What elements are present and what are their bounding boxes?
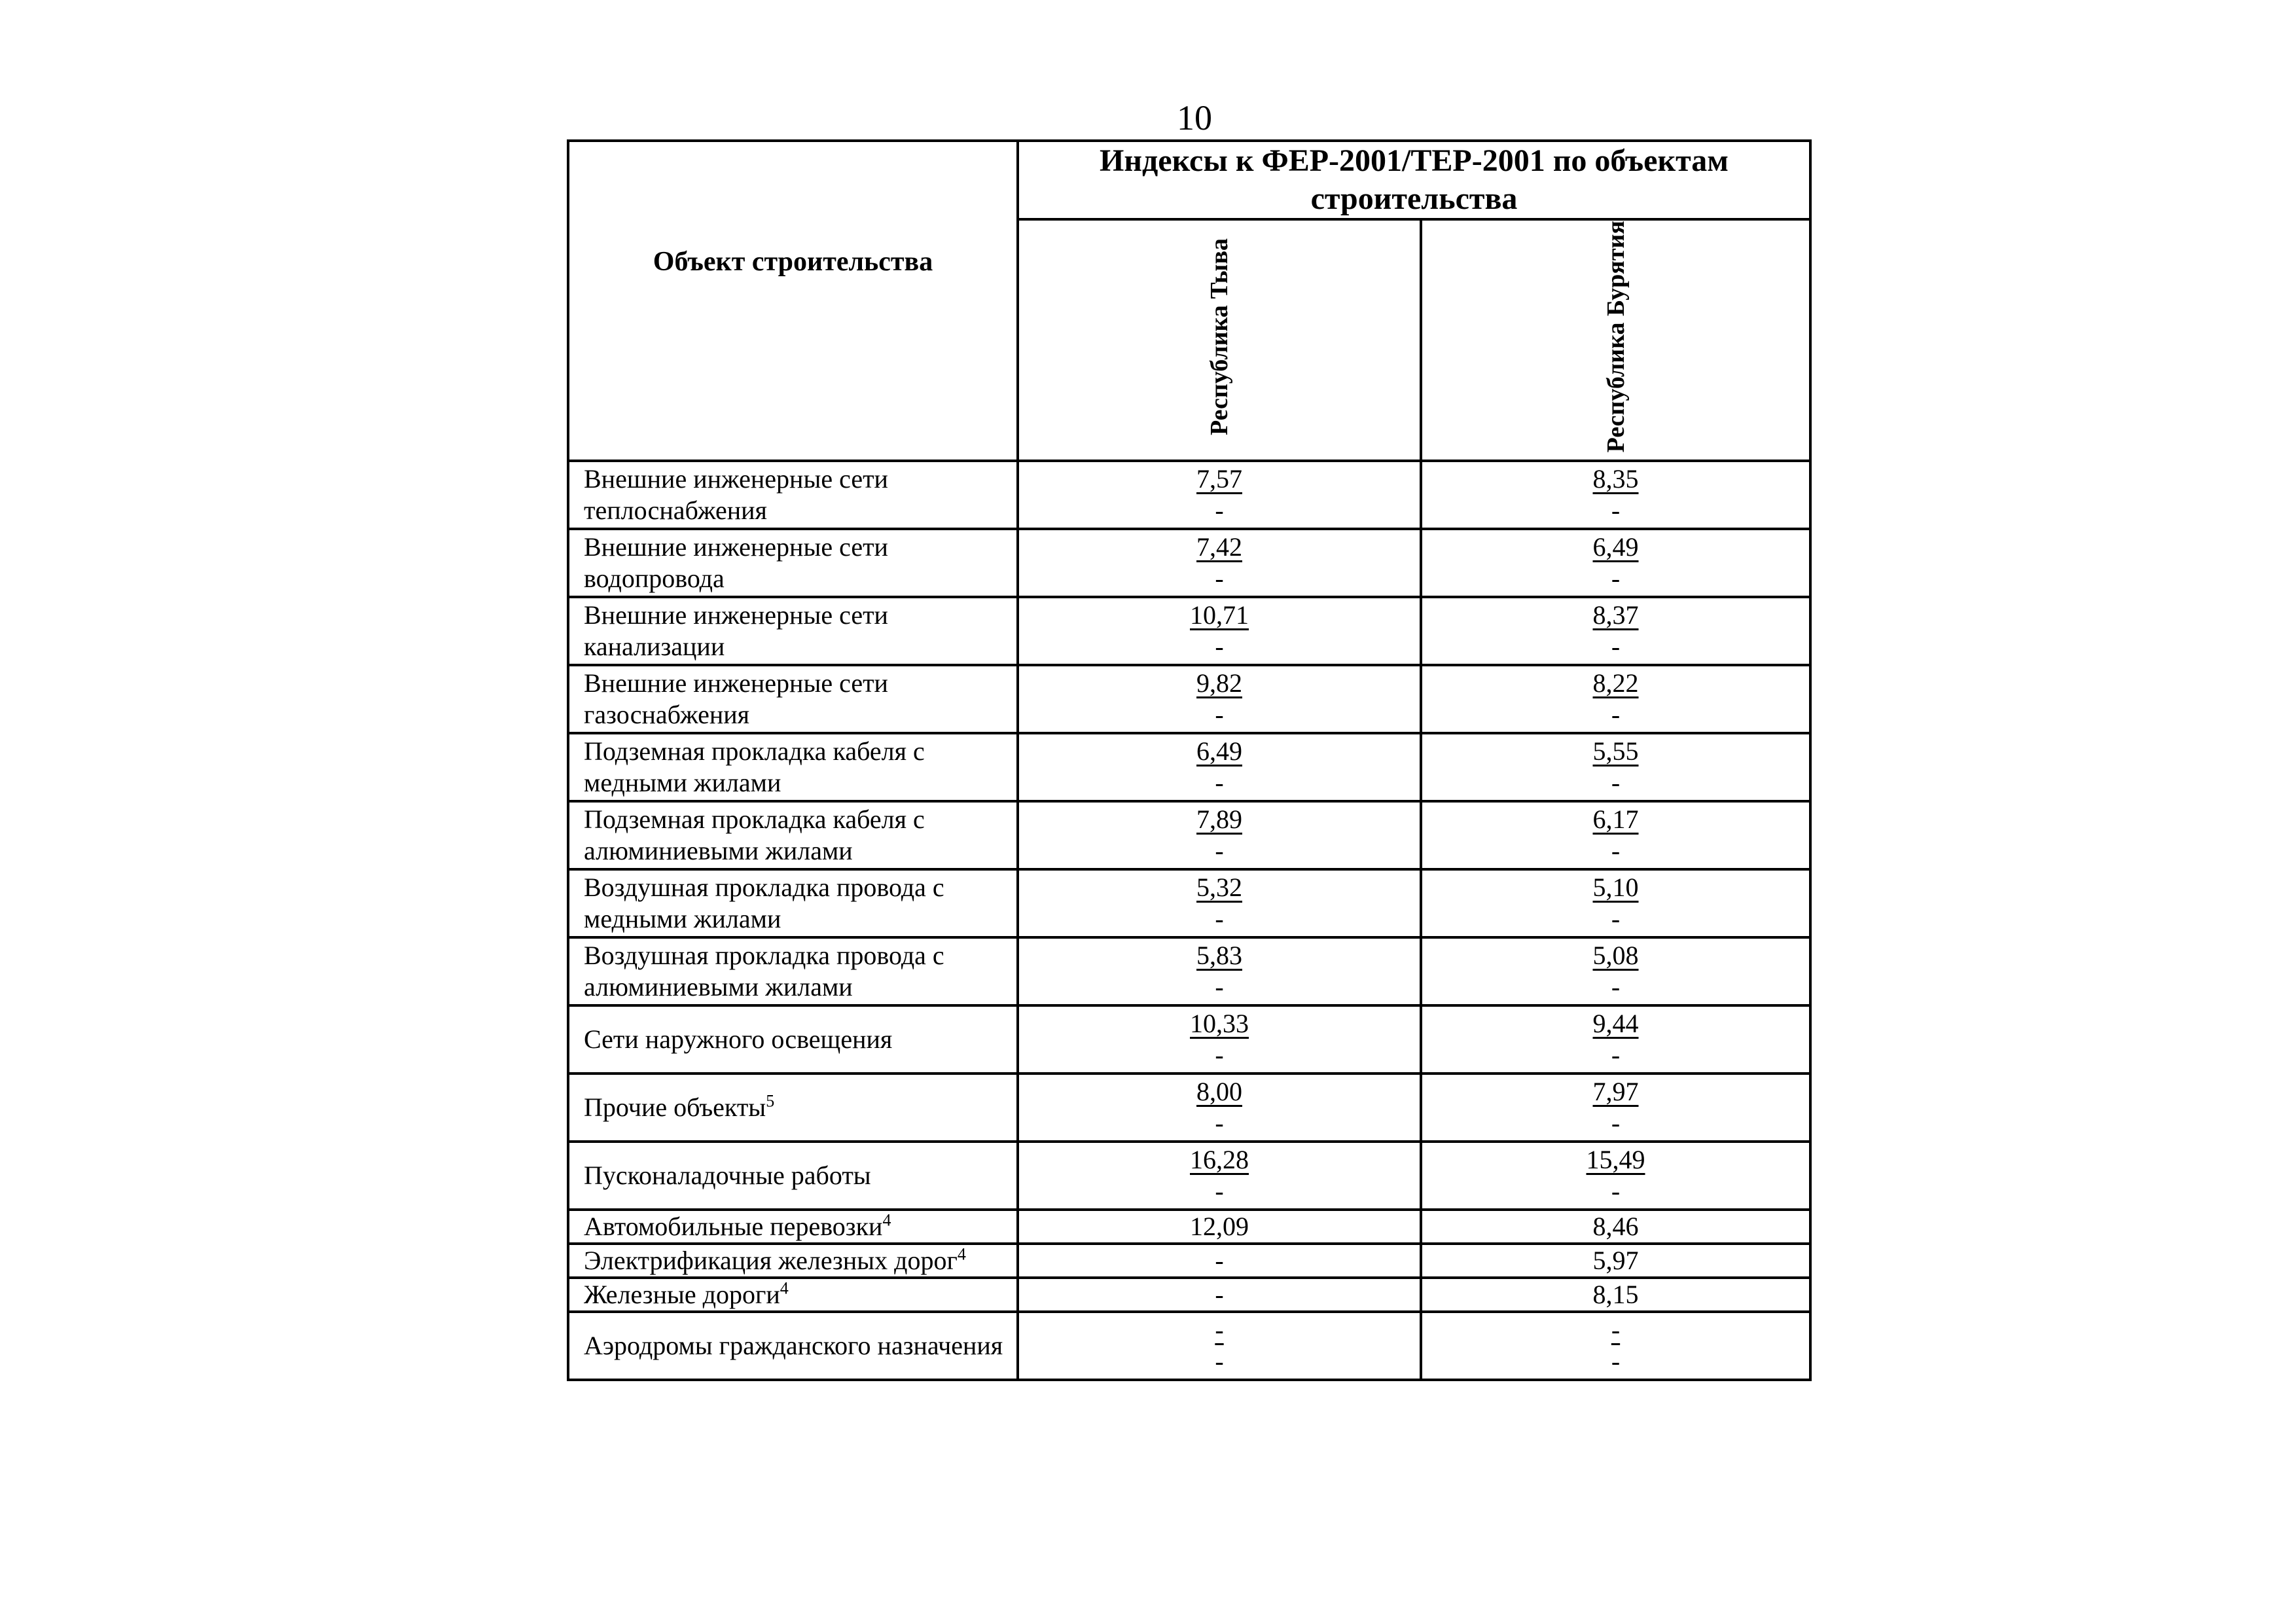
table-row [568,1312,1810,1380]
object-name-cell [568,597,1018,665]
tyva-index-numerator: 5,83 [1196,941,1242,971]
buryatia-index-cell [1421,1244,1810,1278]
tyva-index-denominator: - [1215,768,1224,798]
buryatia-index-fraction [1593,1076,1639,1139]
table-row [568,597,1810,665]
tyva-index-denominator: - [1215,496,1224,526]
tyva-index-fraction [1196,463,1242,526]
buryatia-index-numerator: 8,37 [1592,600,1639,630]
buryatia-index-fraction [1593,463,1639,526]
buryatia-index-cell [1421,1210,1810,1244]
table-row [568,529,1810,597]
table-body [568,461,1810,1380]
tyva-index-value: - [1215,1280,1224,1310]
buryatia-index-numerator: 5,55 [1592,736,1639,767]
tyva-index-value: - [1215,1246,1224,1276]
buryatia-index-denominator: - [1611,1040,1621,1070]
tyva-index-cell [1018,529,1421,597]
object-name-cell [568,733,1018,801]
table-row [568,665,1810,733]
object-name-cell [568,937,1018,1005]
buryatia-index-cell [1421,597,1810,665]
tyva-index-numerator: - [1215,1315,1224,1345]
table-row [568,937,1810,1005]
tyva-index-cell [1018,461,1421,529]
tyva-index-denominator: - [1215,564,1224,594]
buryatia-index-numerator: 5,08 [1592,941,1639,971]
buryatia-index-fraction [1593,804,1639,867]
buryatia-index-fraction [1593,872,1639,935]
buryatia-index-fraction [1593,532,1639,594]
tyva-index-cell [1018,1244,1421,1278]
buryatia-index-denominator: - [1611,1346,1621,1377]
tyva-index-numerator: 16,28 [1190,1145,1249,1175]
table-row [568,1210,1810,1244]
tyva-index-fraction [1190,1008,1249,1071]
object-name: Пусконаладочные работы [584,1161,871,1191]
object-name-cell [568,1005,1018,1074]
buryatia-index-fraction [1587,1144,1645,1207]
table-row [568,461,1810,529]
tyva-index-cell [1018,1005,1421,1074]
tyva-index-fraction [1196,736,1242,799]
tyva-index-denominator: - [1215,1040,1224,1070]
tyva-index-cell [1018,733,1421,801]
buryatia-index-value: 8,15 [1592,1280,1639,1310]
tyva-index-denominator: - [1215,700,1224,730]
buryatia-index-denominator: - [1611,632,1621,662]
tyva-index-denominator: - [1215,904,1224,934]
tyva-index-numerator: 7,42 [1196,532,1242,562]
tyva-index-fraction [1215,1314,1223,1377]
tyva-index-cell [1018,869,1421,937]
buryatia-index-denominator: - [1611,904,1621,934]
indices-table [567,139,1812,1381]
object-name: Воздушная прокладка провода с алюминиевыми жилами [584,941,944,1002]
buryatia-index-numerator: 6,17 [1592,804,1639,835]
page-number: 10 [1177,98,1212,137]
buryatia-index-fraction [1593,940,1639,1003]
object-column-header: Объект строительства [568,141,1018,461]
table-row [568,1005,1810,1074]
buryatia-index-cell [1421,665,1810,733]
buryatia-index-denominator: - [1611,972,1621,1002]
tyva-index-fraction [1190,600,1249,662]
tyva-index-numerator: 6,49 [1196,736,1242,767]
object-name: Аэродромы гражданского назначения [584,1331,1003,1361]
buryatia-index-fraction [1611,1314,1620,1377]
object-name: Железные дороги [584,1280,780,1310]
buryatia-index-fraction [1593,668,1639,731]
buryatia-index-denominator: - [1611,1176,1621,1206]
tyva-column-header-cell [1018,219,1421,461]
object-name: Прочие объекты [584,1092,766,1123]
object-name-cell [568,529,1018,597]
footnote-mark: 4 [780,1279,789,1299]
tyva-index-numerator: 9,82 [1196,668,1242,698]
tyva-index-fraction [1196,872,1242,935]
buryatia-index-numerator: - [1611,1315,1621,1345]
table-row [568,1244,1810,1278]
object-name-cell [568,801,1018,869]
object-name-cell [568,1244,1018,1278]
tyva-index-numerator: 7,57 [1196,464,1242,494]
object-name-cell [568,1278,1018,1312]
tyva-index-cell [1018,665,1421,733]
tyva-index-value: 12,09 [1190,1212,1249,1242]
buryatia-index-denominator: - [1611,836,1621,866]
table-row [568,801,1810,869]
table-row [568,869,1810,937]
buryatia-index-denominator: - [1611,496,1621,526]
buryatia-index-denominator: - [1611,1108,1621,1138]
tyva-index-fraction [1196,804,1242,867]
tyva-index-fraction [1196,940,1242,1003]
object-name-cell [568,665,1018,733]
tyva-column-header: Республика Тыва [1206,238,1233,435]
tyva-index-numerator: 8,00 [1196,1077,1242,1107]
tyva-index-cell [1018,1210,1421,1244]
buryatia-index-cell [1421,1074,1810,1142]
buryatia-index-numerator: 8,35 [1592,464,1639,494]
object-name-cell [568,1074,1018,1142]
footnote-mark: 5 [766,1092,775,1111]
buryatia-index-denominator: - [1611,700,1621,730]
buryatia-column-header-cell [1421,219,1810,461]
buryatia-index-cell [1421,1312,1810,1380]
tyva-index-denominator: - [1215,972,1224,1002]
tyva-index-cell [1018,1142,1421,1210]
object-name: Воздушная прокладка провода с медными жилами [584,873,944,934]
tyva-index-fraction [1196,532,1242,594]
buryatia-index-fraction [1593,600,1639,662]
tyva-index-denominator: - [1215,836,1224,866]
buryatia-index-value: 5,97 [1592,1246,1639,1276]
table-row [568,1142,1810,1210]
buryatia-index-denominator: - [1611,768,1621,798]
object-name: Внешние инженерные сети водопровода [584,532,888,594]
buryatia-index-cell [1421,461,1810,529]
tyva-index-cell [1018,1278,1421,1312]
buryatia-index-numerator: 8,22 [1592,668,1639,698]
buryatia-index-cell [1421,801,1810,869]
object-name-cell [568,1312,1018,1380]
tyva-index-numerator: 10,71 [1190,600,1249,630]
object-name: Сети наружного освещения [584,1024,893,1055]
tyva-index-denominator: - [1215,1176,1224,1206]
footnote-mark: 4 [882,1211,891,1231]
object-name: Внешние инженерные сети газоснабжения [584,668,888,730]
table-row [568,1278,1810,1312]
buryatia-index-cell [1421,733,1810,801]
tyva-index-denominator: - [1215,632,1224,662]
object-name: Подземная прокладка кабеля с алюминиевыми жилами [584,804,925,866]
buryatia-index-cell [1421,1278,1810,1312]
tyva-index-fraction [1190,1144,1249,1207]
footnote-mark: 4 [957,1245,966,1265]
buryatia-index-value: 8,46 [1592,1212,1639,1242]
object-name: Электрификация железных дорог [584,1246,958,1276]
buryatia-index-fraction [1593,1008,1639,1071]
object-name-cell [568,1142,1018,1210]
object-name: Внешние инженерные сети теплоснабжения [584,464,888,526]
tyva-index-cell [1018,1312,1421,1380]
tyva-index-denominator: - [1215,1108,1224,1138]
buryatia-index-numerator: 15,49 [1586,1145,1645,1175]
buryatia-index-cell [1421,529,1810,597]
tyva-index-denominator: - [1215,1346,1224,1377]
tyva-index-cell [1018,801,1421,869]
tyva-index-numerator: 5,32 [1196,873,1242,903]
buryatia-column-header: Республика Бурятия [1602,221,1630,453]
tyva-index-cell [1018,1074,1421,1142]
buryatia-index-cell [1421,937,1810,1005]
object-name-cell [568,869,1018,937]
buryatia-index-denominator: - [1611,564,1621,594]
tyva-index-cell [1018,597,1421,665]
buryatia-index-numerator: 5,10 [1592,873,1639,903]
buryatia-index-cell [1421,1005,1810,1074]
header-row-top [568,141,1810,219]
tyva-index-cell [1018,937,1421,1005]
indices-group-header: Индексы к ФЕР-2001/ТЕР-2001 по объектам строительства [1018,141,1810,219]
object-name: Автомобильные перевозки [584,1212,883,1242]
buryatia-index-numerator: 7,97 [1592,1077,1639,1107]
buryatia-index-numerator: 6,49 [1592,532,1639,562]
buryatia-index-cell [1421,869,1810,937]
buryatia-index-cell [1421,1142,1810,1210]
table-row [568,1074,1810,1142]
tyva-index-fraction [1196,668,1242,731]
object-name-cell [568,461,1018,529]
tyva-index-fraction [1196,1076,1242,1139]
buryatia-index-fraction [1593,736,1639,799]
tyva-index-numerator: 7,89 [1196,804,1242,835]
table-row [568,733,1810,801]
buryatia-index-numerator: 9,44 [1592,1009,1639,1039]
tyva-index-numerator: 10,33 [1190,1009,1249,1039]
object-name: Подземная прокладка кабеля с медными жилами [584,736,925,798]
object-name-cell [568,1210,1018,1244]
object-name: Внешние инженерные сети канализации [584,600,888,662]
